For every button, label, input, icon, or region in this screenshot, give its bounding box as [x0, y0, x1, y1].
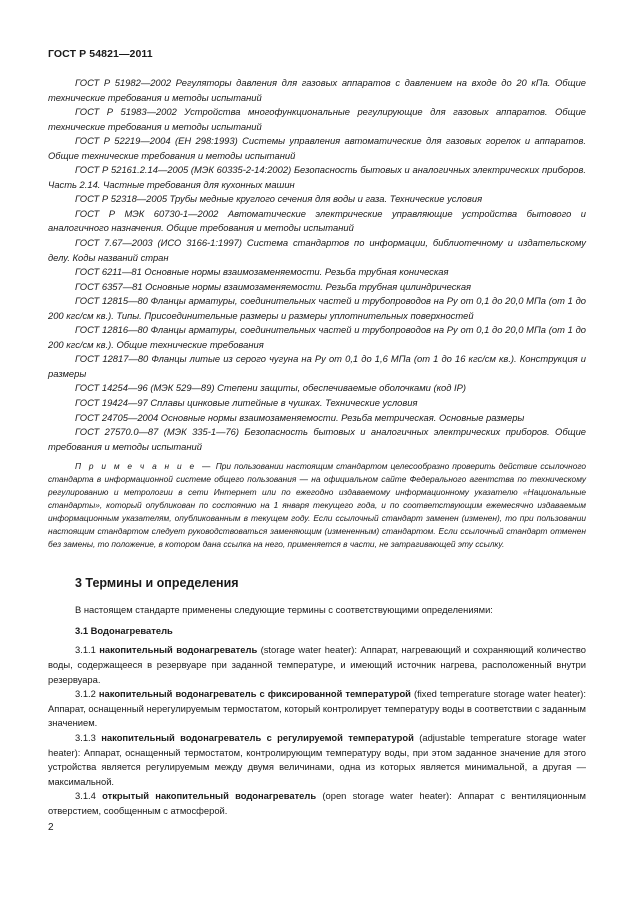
term-definition	[48, 731, 586, 789]
term-def: (open storage water heater): Аппарат с вентиляционным отверстием, сообщенным с атмосферой.	[48, 790, 587, 816]
term-name: открытый накопительный водонагреватель	[102, 790, 317, 802]
reference-item: ГОСТ Р 51983—2002 Устройства многофункциональные регулирующие для газовых аппаратов. Общие технические требования и методы испытаний	[48, 106, 586, 132]
term-name: накопительный водонагреватель с регулируемой температурой	[101, 731, 414, 743]
reference-item: ГОСТ 19424—97 Сплавы цинковые литейные в чушках. Технические условия	[75, 397, 418, 409]
reference-item: ГОСТ 27570.0—87 (МЭК 335-1—76) Безопасность бытовых и аналогичных электрических приборов. Общие требования и методы испытаний	[48, 426, 586, 452]
reference-item: ГОСТ 12816—80 Фланцы арматуры, соединительных частей и трубопроводов на Ру от 0,1 до 20,0 МПа (от 1 до 200 кгс/см кв.). Общие технические требования	[48, 324, 586, 350]
document-header: ГОСТ Р 54821—2011	[48, 48, 153, 60]
section-intro: В настоящем стандарте применены следующие термины с соответствующими определениями:	[75, 604, 493, 616]
term-definition	[48, 789, 586, 818]
reference-item: ГОСТ 24705—2004 Основные нормы взаимозаменяемости. Резьба метрическая. Основные размеры	[75, 411, 525, 423]
subsection-heading: 3.1 Водонагреватель	[75, 624, 173, 636]
reference-item: ГОСТ 6211—81 Основные нормы взаимозаменяемости. Резьба трубная коническая	[75, 266, 449, 278]
normative-references-list	[48, 76, 586, 454]
term-number: 3.1.2	[75, 688, 96, 700]
term-number: 3.1.3	[75, 731, 96, 743]
page-content	[48, 76, 586, 819]
term-def: (adjustable temperature storage water heater): Аппарат, оснащенный термостатом, контролирующим температуру воды, при этом заданное значение для этого устройства является регулируемым между двумя величинами, одна из которых является минимальной, а другая — максимальной.	[48, 731, 587, 787]
term-definition	[48, 687, 586, 731]
term-number: 3.1.4	[75, 790, 96, 802]
reference-item: ГОСТ Р 52161.2.14—2005 (МЭК 60335-2-14:2002) Безопасность бытовых и аналогичных электрических приборов. Часть 2.14. Частные требования для кухонных машин	[48, 164, 586, 190]
note-paragraph	[48, 460, 586, 551]
note-label: П р и м е ч а н и е —	[75, 461, 213, 472]
reference-item: ГОСТ 14254—96 (МЭК 529—89) Степени защиты, обеспечиваемые оболочками (код IP)	[75, 382, 466, 394]
reference-item: ГОСТ Р МЭК 60730-1—2002 Автоматические электрические управляющие устройства бытового и аналогичного назначения. Общие требования и методы испытаний	[48, 207, 586, 234]
term-definition	[48, 643, 586, 687]
page-number: 2	[48, 822, 54, 833]
section-heading: 3 Термины и определения	[75, 576, 239, 591]
reference-item: ГОСТ 7.67—2003 (ИСО 3166-1:1997) Система стандартов по информации, библиотечному и издательскому делу. Коды названий стран	[48, 237, 586, 263]
reference-item: ГОСТ 12817—80 Фланцы литые из серого чугуна на Ру от 0,1 до 1,6 МПа (от 1 до 16 кгс/см кв.). Конструкция и размеры	[48, 353, 586, 379]
reference-item: ГОСТ Р 52219—2004 (ЕН 298:1993) Системы управления автоматические для газовых горелок и аппаратов. Общие технические требования и методы испытаний	[48, 135, 586, 161]
reference-item: ГОСТ 12815—80 Фланцы арматуры, соединительных частей и трубопроводов на Ру от 0,1 до 20,0 МПа (от 1 до 200 кгс/см кв.). Типы. Присоединительные размеры и размеры уплотнительных поверхностей	[48, 295, 586, 321]
term-def: (fixed temperature storage water heater): Аппарат, оснащенный нерегулируемым термостатом, который контролирует температуру воды в соответствии с заданным значением.	[48, 688, 587, 729]
term-name: накопительный водонагреватель	[99, 644, 258, 656]
note-text: При пользовании настоящим стандартом целесообразно проверить действие ссылочного стандарта в информационной системе общего пользования — на официальном сайте Федерального агентства по техническому регулированию и метрологии в сети Интернет или по ежегодно издаваемому информационному указателю «Национальные стандарты», который опубликован по состоянию на 1 января текущего года, и по соответствующим ежемесячно издаваемым информационным указателям, опубликованным в текущем году. Если ссылочный стандарт заменен (изменен), то при пользовании настоящим стандартом следует руководствоваться заменяющим (измененным) стандартом. Если ссылочный стандарт отменен без замены, то положение, в котором дана ссылка на него, применяется в части, не затрагивающей эту ссылку.	[48, 461, 586, 550]
reference-item: ГОСТ Р 51982—2002 Регуляторы давления для газовых аппаратов с давлением на входе до 20 кПа. Общие технические требования и методы испытаний	[48, 77, 586, 103]
reference-item: ГОСТ Р 52318—2005 Трубы медные круглого сечения для воды и газа. Технические условия	[75, 193, 483, 205]
term-def: (storage water heater): Аппарат, нагревающий и сохраняющий количество воды, содержащееся в резервуаре при заданной температуре, и имеющий источник нагрева, расположенный внутри резервуара.	[48, 644, 586, 685]
term-number: 3.1.1	[75, 644, 96, 656]
reference-item: ГОСТ 6357—81 Основные нормы взаимозаменяемости. Резьба трубная цилиндрическая	[75, 280, 472, 292]
term-name: накопительный водонагреватель с фиксированной температурой	[98, 688, 411, 700]
